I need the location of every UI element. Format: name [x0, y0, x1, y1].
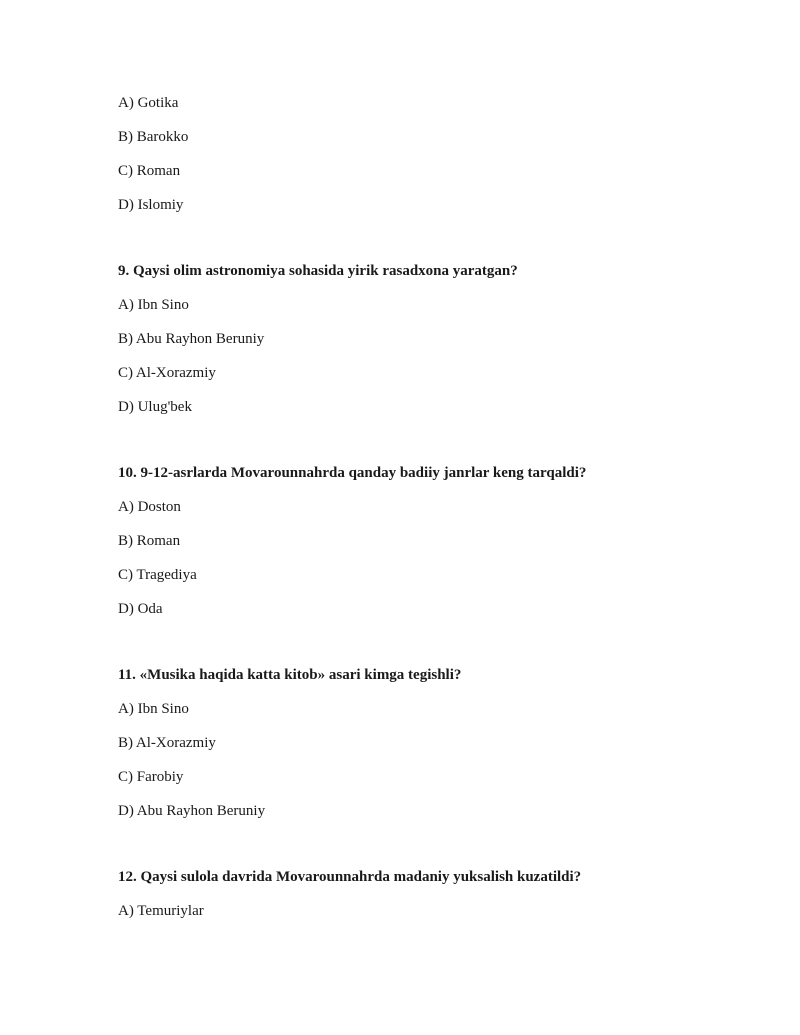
option-d: D) Islomiy — [118, 197, 184, 213]
option-b: B) Abu Rayhon Beruniy — [118, 331, 265, 347]
option-c: C) Roman — [118, 163, 181, 179]
question-block-9 — [118, 261, 758, 417]
question-text: 12. Qaysi sulola davrida Movarounnahrda madaniy yuksalish kuzatildi? — [118, 869, 582, 885]
option-a: A) Temuriylar — [118, 903, 204, 919]
question-block-11 — [118, 665, 758, 821]
option-c: C) Tragediya — [118, 567, 197, 583]
question-block-12 — [118, 867, 758, 921]
question-block-8 — [118, 93, 758, 215]
option-b: B) Roman — [118, 533, 181, 549]
option-a: A) Ibn Sino — [118, 701, 189, 717]
question-text: 9. Qaysi olim astronomiya sohasida yirik rasadxona yaratgan? — [118, 263, 518, 279]
option-b: B) Al-Xorazmiy — [118, 735, 216, 751]
option-a: A) Gotika — [118, 95, 179, 111]
document-page — [118, 93, 758, 935]
option-d: D) Abu Rayhon Beruniy — [118, 803, 266, 819]
option-a: A) Doston — [118, 499, 181, 515]
question-text: 10. 9-12-asrlarda Movarounnahrda qanday badiiy janrlar keng tarqaldi? — [118, 465, 587, 481]
option-a: A) Ibn Sino — [118, 297, 189, 313]
option-d: D) Ulug'bek — [118, 399, 192, 415]
option-c: C) Farobiy — [118, 769, 184, 785]
question-block-10 — [118, 463, 758, 619]
option-d: D) Oda — [118, 601, 163, 617]
option-b: B) Barokko — [118, 129, 189, 145]
question-text: 11. «Musika haqida katta kitob» asari kimga tegishli? — [118, 667, 462, 683]
option-c: C) Al-Xorazmiy — [118, 365, 216, 381]
